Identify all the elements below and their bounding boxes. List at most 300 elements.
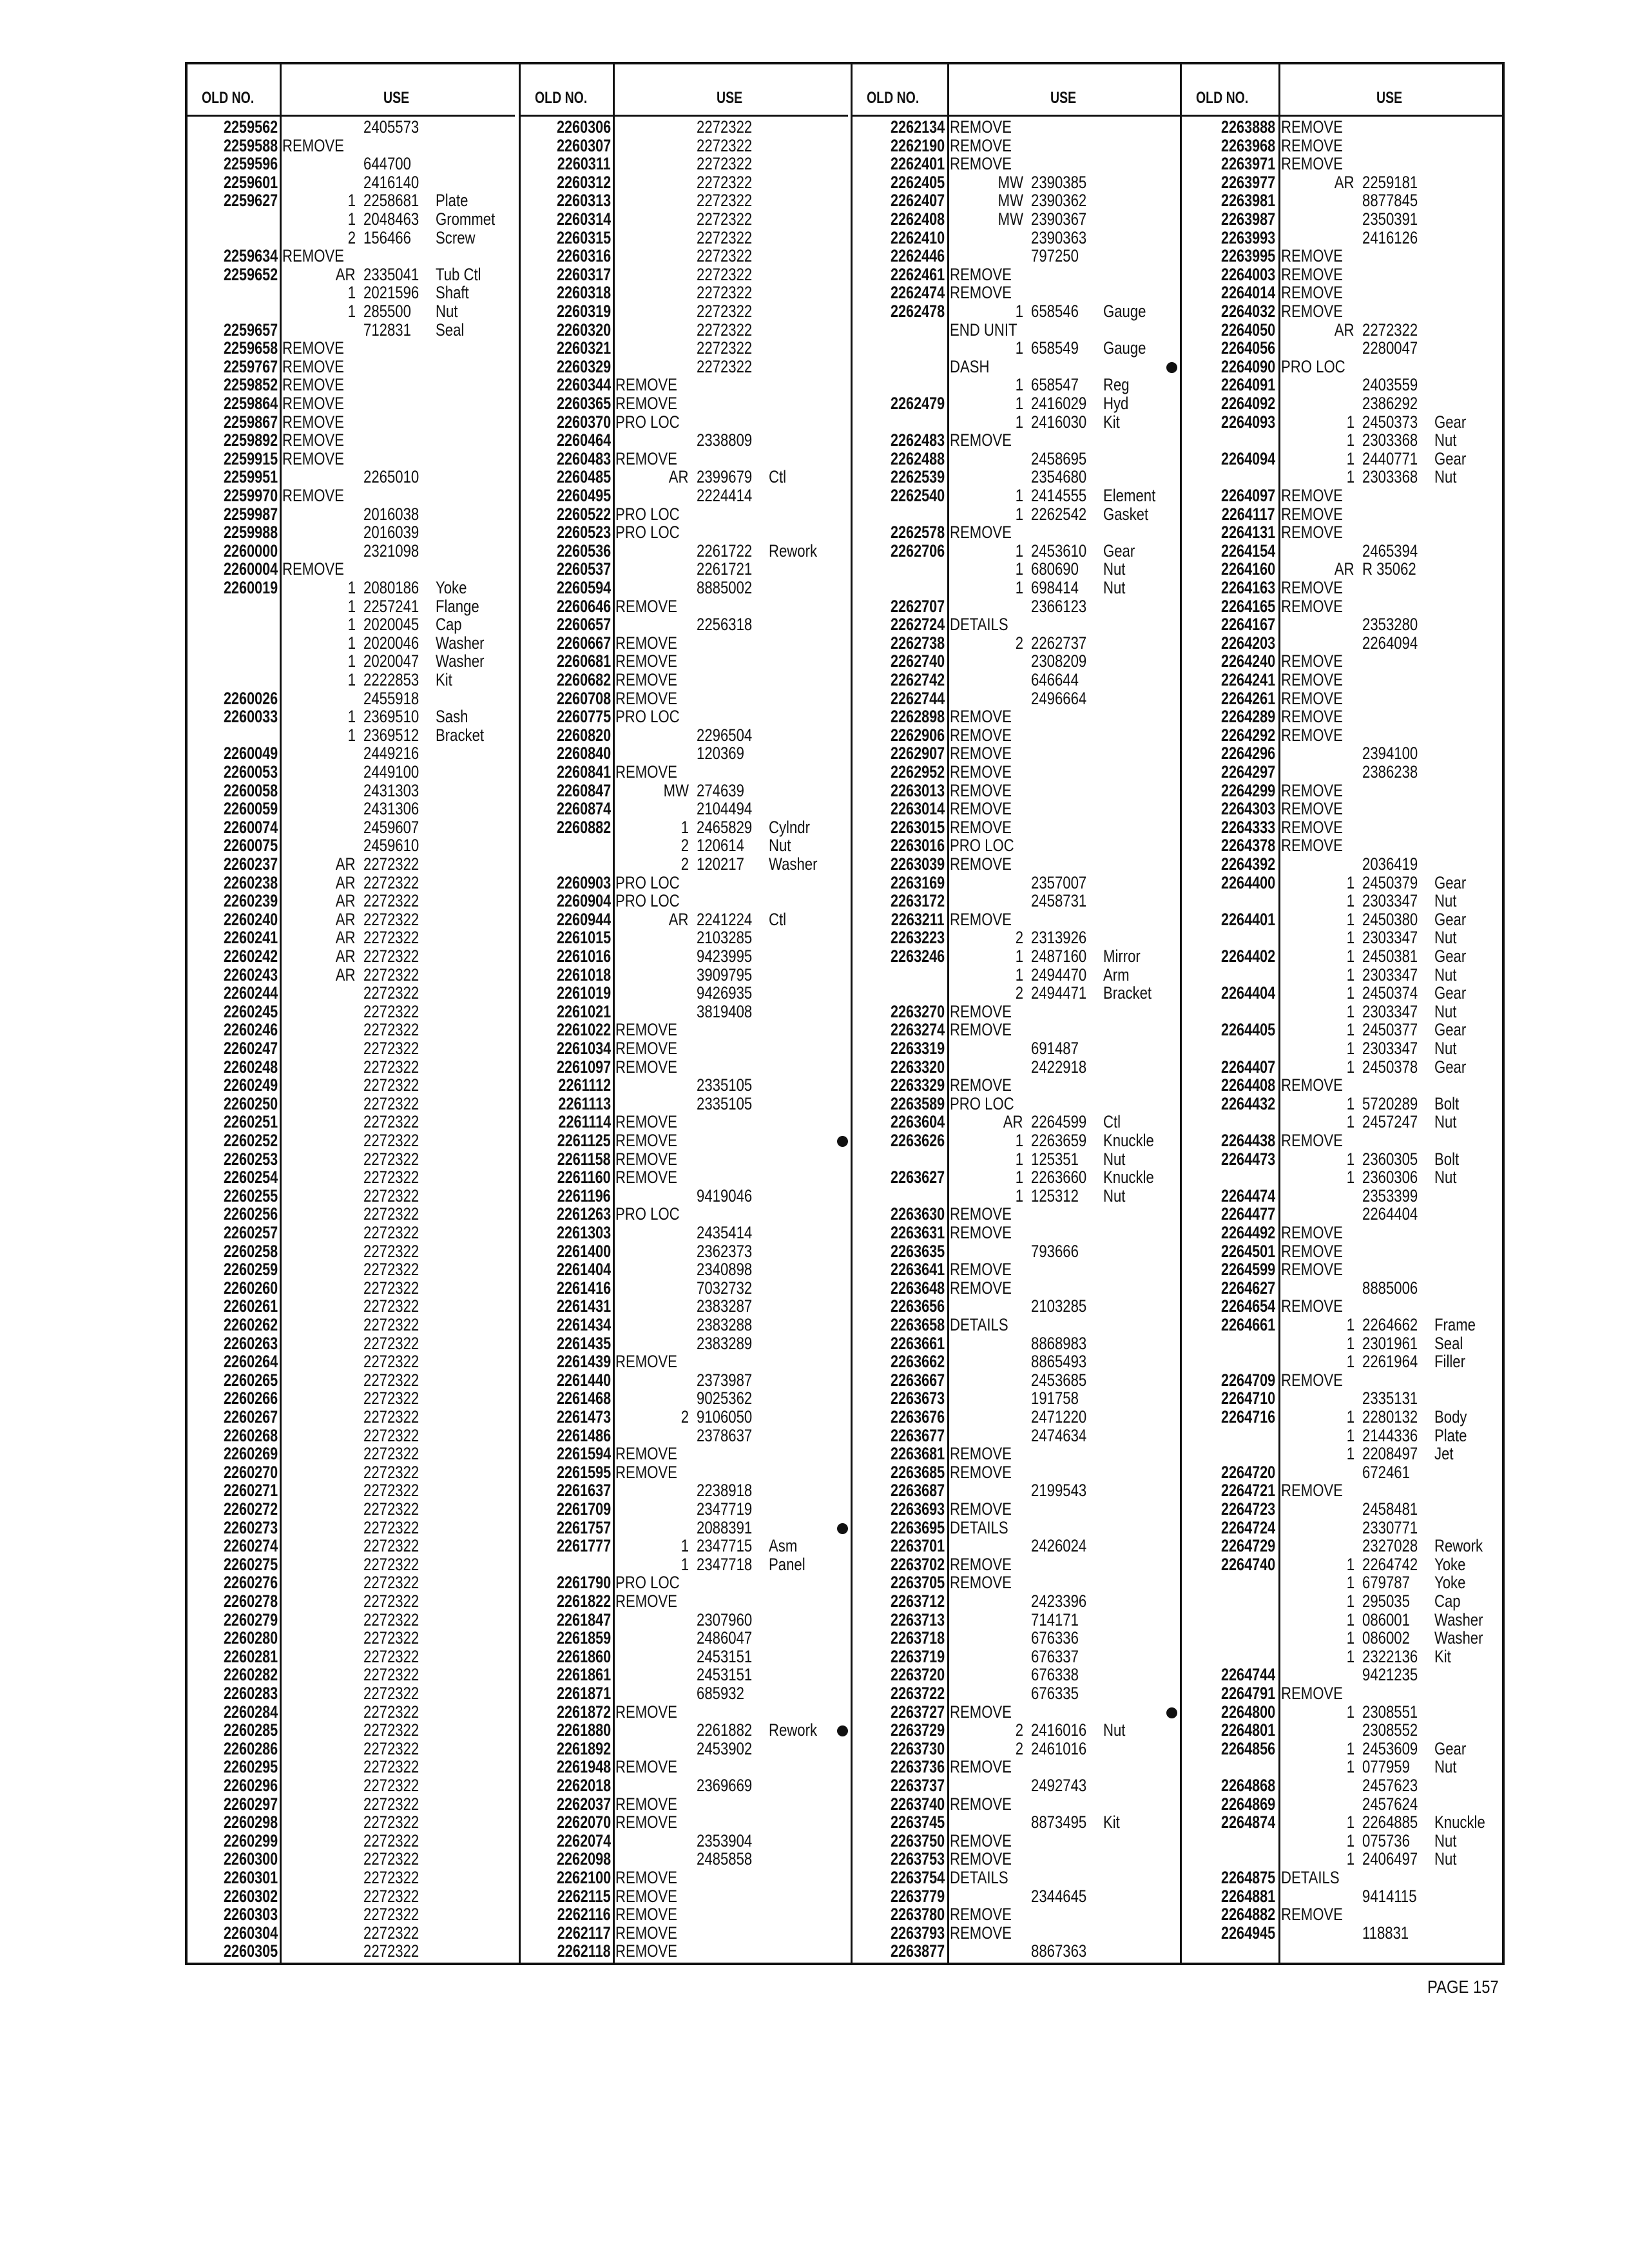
old-part-number: 2264405 bbox=[1220, 1020, 1275, 1040]
table-row bbox=[853, 1758, 1182, 1776]
old-part-number: 2264292 bbox=[1220, 725, 1275, 745]
parts-table bbox=[185, 62, 1505, 1965]
table-row bbox=[1182, 302, 1502, 321]
replacement-part-number: 2272322 bbox=[363, 1536, 419, 1556]
quantity: 1 bbox=[1346, 1149, 1354, 1169]
old-part-number: 2263627 bbox=[890, 1168, 945, 1187]
old-part-number: 2263968 bbox=[1220, 135, 1275, 155]
status-word: REMOVE bbox=[950, 762, 1012, 782]
old-part-number: 2263656 bbox=[890, 1296, 945, 1316]
old-part-number: 2260256 bbox=[223, 1204, 278, 1224]
old-part-number: 2260268 bbox=[223, 1425, 278, 1445]
table-row bbox=[188, 947, 515, 966]
replacement-part-number: 2272322 bbox=[363, 1812, 419, 1832]
status-word: REMOVE bbox=[282, 375, 344, 395]
old-part-number: 2261486 bbox=[556, 1425, 611, 1445]
replacement-part-number: 2360306 bbox=[1362, 1168, 1418, 1187]
status-word: PRO LOC bbox=[615, 707, 680, 727]
table-row bbox=[521, 1205, 848, 1224]
quantity: 1 bbox=[1346, 872, 1354, 892]
old-part-number: 2262190 bbox=[890, 135, 945, 155]
table-row bbox=[853, 707, 1182, 726]
table-row bbox=[188, 1076, 515, 1095]
old-part-number: 2263995 bbox=[1220, 246, 1275, 266]
quantity: AR bbox=[669, 467, 689, 487]
table-row bbox=[1182, 966, 1502, 985]
old-part-number: 2263676 bbox=[890, 1407, 945, 1427]
old-part-number: 2263685 bbox=[890, 1462, 945, 1482]
replacement-part-number: 2449100 bbox=[363, 762, 419, 782]
table-row bbox=[853, 1887, 1182, 1906]
replacement-part-number: 2338809 bbox=[697, 430, 753, 450]
table-row bbox=[188, 1131, 515, 1150]
part-description: Nut bbox=[1103, 1149, 1126, 1169]
replacement-part-number: 2144336 bbox=[1362, 1425, 1418, 1445]
table-row bbox=[1182, 486, 1502, 505]
table-row bbox=[853, 1463, 1182, 1482]
table-row bbox=[853, 800, 1182, 818]
replacement-part-number: 2390362 bbox=[1031, 191, 1087, 211]
replacement-part-number: 2272322 bbox=[363, 1407, 419, 1427]
table-row bbox=[188, 1205, 515, 1224]
table-row bbox=[853, 1279, 1182, 1298]
replacement-part-number: 2264404 bbox=[1362, 1204, 1418, 1224]
replacement-part-number: 2366123 bbox=[1031, 596, 1087, 616]
replacement-part-number: 2272322 bbox=[363, 1831, 419, 1850]
table-row bbox=[521, 892, 848, 910]
table-row bbox=[521, 1776, 848, 1795]
quantity: 1 bbox=[347, 670, 356, 689]
old-part-number: 2264599 bbox=[1220, 1260, 1275, 1280]
old-part-number: 2263971 bbox=[1220, 154, 1275, 174]
table-row bbox=[1182, 450, 1502, 468]
old-part-number: 2261125 bbox=[557, 1131, 611, 1150]
old-part-number: 2260464 bbox=[556, 430, 611, 450]
table-row bbox=[1182, 1905, 1502, 1924]
use-header: USE bbox=[1050, 89, 1077, 107]
replacement-part-number: 7032732 bbox=[697, 1278, 753, 1298]
old-part-number: 2260242 bbox=[223, 947, 278, 966]
old-part-number: 2263702 bbox=[890, 1554, 945, 1574]
status-word: REMOVE bbox=[950, 817, 1012, 837]
status-word: REMOVE bbox=[615, 1168, 677, 1187]
table-row bbox=[1182, 1684, 1502, 1703]
old-part-number: 2263877 bbox=[890, 1941, 945, 1961]
bullet-marker bbox=[837, 1136, 848, 1147]
replacement-part-number: 2272322 bbox=[363, 1444, 419, 1464]
old-part-number: 2261034 bbox=[556, 1039, 611, 1058]
old-part-number: 2259951 bbox=[223, 467, 278, 487]
part-description: Reg bbox=[1103, 375, 1130, 395]
table-row bbox=[1182, 763, 1502, 782]
old-part-number: 2263673 bbox=[890, 1389, 945, 1408]
table-row bbox=[1182, 689, 1502, 708]
table-row bbox=[521, 800, 848, 818]
old-part-number: 2262540 bbox=[890, 486, 945, 505]
replacement-part-number: 086002 bbox=[1362, 1628, 1410, 1648]
old-part-number: 2260252 bbox=[223, 1131, 278, 1150]
replacement-part-number: 2272322 bbox=[363, 1315, 419, 1334]
replacement-part-number: 2308209 bbox=[1031, 651, 1087, 671]
status-word: REMOVE bbox=[950, 1278, 1012, 1298]
old-part-number: 2263631 bbox=[890, 1223, 945, 1242]
table-row bbox=[521, 542, 848, 561]
replacement-part-number: 2353399 bbox=[1362, 1186, 1418, 1206]
old-part-number: 2260240 bbox=[223, 909, 278, 929]
status-word: REMOVE bbox=[615, 1868, 677, 1887]
old-part-number: 2264801 bbox=[1220, 1720, 1275, 1740]
quantity: 2 bbox=[1015, 1738, 1023, 1758]
table-row bbox=[188, 1703, 515, 1722]
status-word: REMOVE bbox=[282, 338, 344, 358]
old-part-number: 2260298 bbox=[223, 1812, 278, 1832]
old-part-number: 2262405 bbox=[890, 172, 945, 192]
table-row bbox=[1182, 210, 1502, 229]
old-part-number: 2259634 bbox=[223, 246, 278, 266]
old-part-number: 2263641 bbox=[890, 1260, 945, 1280]
replacement-part-number: 2261882 bbox=[697, 1720, 753, 1740]
old-part-number: 2263740 bbox=[890, 1794, 945, 1814]
table-row bbox=[521, 744, 848, 763]
old-part-number: 2260259 bbox=[223, 1260, 278, 1280]
replacement-part-number: 2272322 bbox=[697, 135, 753, 155]
old-part-number: 2264056 bbox=[1220, 338, 1275, 358]
table-row bbox=[1182, 1187, 1502, 1206]
quantity: AR bbox=[336, 264, 356, 284]
table-row bbox=[521, 191, 848, 210]
status-word: REMOVE bbox=[1281, 836, 1343, 856]
table-row bbox=[521, 1684, 848, 1703]
old-part-number: 2263604 bbox=[890, 1112, 945, 1132]
table-row bbox=[521, 1721, 848, 1740]
old-part-number: 2264092 bbox=[1220, 394, 1275, 413]
status-word: PRO LOC bbox=[615, 412, 680, 432]
table-row bbox=[521, 523, 848, 542]
old-part-number: 2263693 bbox=[890, 1499, 945, 1519]
old-part-number: 2264868 bbox=[1220, 1776, 1275, 1795]
table-row bbox=[521, 468, 848, 486]
replacement-part-number: 2386292 bbox=[1362, 394, 1418, 413]
old-part-number: 2260317 bbox=[556, 264, 611, 284]
old-part-number: 2263993 bbox=[1220, 227, 1275, 247]
replacement-part-number: 2020045 bbox=[363, 615, 419, 635]
table-row bbox=[188, 1776, 515, 1795]
table-row bbox=[521, 1519, 848, 1537]
status-word: REMOVE bbox=[950, 1499, 1012, 1519]
replacement-part-number: 2272322 bbox=[363, 1905, 419, 1925]
old-part-number: 2263667 bbox=[890, 1370, 945, 1390]
table-row bbox=[188, 634, 515, 653]
replacement-part-number: 2303347 bbox=[1362, 928, 1418, 948]
table-row bbox=[188, 1352, 515, 1371]
old-part-number: 2262408 bbox=[890, 209, 945, 229]
old-part-number: 2260302 bbox=[223, 1886, 278, 1906]
part-description: Bolt bbox=[1434, 1149, 1460, 1169]
table-row bbox=[188, 1389, 515, 1408]
replacement-part-number: 2335105 bbox=[697, 1075, 753, 1095]
old-part-number: 2262952 bbox=[890, 762, 945, 782]
replacement-part-number: 2344645 bbox=[1031, 1886, 1087, 1906]
replacement-part-number: 3819408 bbox=[697, 1001, 753, 1021]
replacement-part-number: 2458731 bbox=[1031, 891, 1087, 911]
table-row bbox=[1182, 726, 1502, 745]
table-row bbox=[521, 1389, 848, 1408]
table-row bbox=[521, 1408, 848, 1427]
status-word: REMOVE bbox=[615, 762, 677, 782]
part-description: Kit bbox=[1103, 412, 1120, 432]
replacement-part-number: 2347715 bbox=[697, 1536, 753, 1556]
status-word: REMOVE bbox=[950, 264, 1012, 284]
table-row bbox=[1182, 1758, 1502, 1776]
table-row bbox=[188, 966, 515, 985]
table-row bbox=[188, 1260, 515, 1279]
table-row bbox=[1182, 1611, 1502, 1629]
old-part-number: 2263729 bbox=[890, 1720, 945, 1740]
replacement-part-number: 2453151 bbox=[697, 1665, 753, 1685]
table-row bbox=[188, 1721, 515, 1740]
status-word: REMOVE bbox=[950, 1204, 1012, 1224]
table-row bbox=[521, 118, 848, 137]
old-part-number: 2263648 bbox=[890, 1278, 945, 1298]
replacement-part-number: 8885006 bbox=[1362, 1278, 1418, 1298]
table-row bbox=[1182, 1150, 1502, 1169]
quantity: 1 bbox=[1346, 1646, 1354, 1666]
old-part-number: 2260257 bbox=[223, 1223, 278, 1242]
table-row bbox=[1182, 1573, 1502, 1592]
status-word: REMOVE bbox=[615, 1702, 677, 1722]
replacement-part-number: 2457623 bbox=[1362, 1776, 1418, 1795]
table-row bbox=[521, 339, 848, 358]
part-description: Flange bbox=[436, 596, 479, 616]
table-row bbox=[521, 560, 848, 579]
part-description: Gauge bbox=[1103, 302, 1146, 321]
old-part-number: 2263705 bbox=[890, 1573, 945, 1593]
status-word: REMOVE bbox=[1281, 651, 1343, 671]
table-row bbox=[521, 1021, 848, 1039]
old-part-number: 2262539 bbox=[890, 467, 945, 487]
old-part-number: 2260296 bbox=[223, 1776, 278, 1795]
table-row bbox=[1182, 782, 1502, 800]
status-word: REMOVE bbox=[615, 1444, 677, 1464]
old-part-number: 2264090 bbox=[1220, 356, 1275, 376]
table-row bbox=[1182, 173, 1502, 192]
old-part-number: 2260485 bbox=[556, 467, 611, 487]
old-part-number: 2261790 bbox=[556, 1573, 611, 1593]
table-row bbox=[188, 1832, 515, 1850]
status-word: END UNIT bbox=[950, 320, 1017, 340]
old-part-number: 2259627 bbox=[223, 191, 278, 211]
old-part-number: 2263730 bbox=[890, 1738, 945, 1758]
replacement-part-number: 5720289 bbox=[1362, 1093, 1418, 1113]
status-word: REMOVE bbox=[615, 633, 677, 653]
old-part-number: 2262474 bbox=[890, 283, 945, 303]
part-description: Nut bbox=[1434, 1039, 1457, 1058]
table-row bbox=[521, 1371, 848, 1390]
replacement-part-number: 797250 bbox=[1031, 246, 1079, 266]
old-part-number: 2261114 bbox=[558, 1112, 611, 1132]
replacement-part-number: 2199543 bbox=[1031, 1481, 1087, 1501]
replacement-part-number: 075736 bbox=[1362, 1831, 1410, 1850]
part-description: Gear bbox=[1434, 1738, 1467, 1758]
status-word: REMOVE bbox=[1281, 670, 1343, 689]
table-row bbox=[188, 431, 515, 450]
replacement-part-number: 658549 bbox=[1031, 338, 1079, 358]
status-word: REMOVE bbox=[1281, 523, 1343, 543]
old-part-number: 2264869 bbox=[1220, 1794, 1275, 1814]
table-row bbox=[853, 265, 1182, 284]
old-part-number: 2259562 bbox=[223, 117, 278, 137]
part-description: Knuckle bbox=[1103, 1131, 1154, 1150]
old-part-number: 2263169 bbox=[890, 872, 945, 892]
table-row bbox=[188, 892, 515, 910]
table-row bbox=[521, 376, 848, 394]
replacement-part-number: 2327028 bbox=[1362, 1536, 1418, 1556]
old-part-number: 2262117 bbox=[557, 1923, 611, 1943]
quantity: AR bbox=[1335, 172, 1354, 192]
old-part-number: 2264165 bbox=[1220, 596, 1275, 616]
old-part-number: 2260278 bbox=[223, 1591, 278, 1611]
quantity: 1 bbox=[1346, 1702, 1354, 1722]
replacement-part-number: 2373987 bbox=[697, 1370, 753, 1390]
replacement-part-number: 2416030 bbox=[1031, 412, 1087, 432]
part-description: Gear bbox=[1434, 448, 1467, 468]
old-part-number: 2260260 bbox=[223, 1278, 278, 1298]
status-word: REMOVE bbox=[615, 670, 677, 689]
quantity: 1 bbox=[1346, 1757, 1354, 1777]
table-row bbox=[188, 1003, 515, 1021]
replacement-part-number: 2403559 bbox=[1362, 375, 1418, 395]
old-part-number: 2259915 bbox=[223, 448, 278, 468]
replacement-part-number: 2261721 bbox=[697, 559, 753, 579]
quantity: AR bbox=[669, 909, 689, 929]
replacement-part-number: 2272322 bbox=[363, 1720, 419, 1740]
table-row bbox=[853, 671, 1182, 689]
replacement-part-number: 2272322 bbox=[363, 1886, 419, 1906]
old-part-number: 2264627 bbox=[1220, 1278, 1275, 1298]
replacement-part-number: 2406497 bbox=[1362, 1849, 1418, 1869]
table-row bbox=[521, 1242, 848, 1261]
table-row bbox=[188, 1058, 515, 1077]
quantity: 1 bbox=[1015, 965, 1023, 985]
status-word: REMOVE bbox=[615, 651, 677, 671]
replacement-part-number: 2272322 bbox=[363, 1646, 419, 1666]
old-part-number: 2261872 bbox=[556, 1702, 611, 1722]
table-row bbox=[1182, 579, 1502, 597]
status-word: REMOVE bbox=[950, 283, 1012, 303]
quantity: 1 bbox=[680, 817, 689, 837]
part-description: Nut bbox=[1434, 891, 1457, 911]
table-row bbox=[1182, 1131, 1502, 1150]
table-row bbox=[521, 763, 848, 782]
old-part-number: 2263274 bbox=[890, 1020, 945, 1040]
status-word: REMOVE bbox=[950, 1905, 1012, 1925]
quantity: 1 bbox=[347, 209, 356, 229]
replacement-part-number: 658546 bbox=[1031, 302, 1079, 321]
old-part-number: 2263720 bbox=[890, 1665, 945, 1685]
old-part-number: 2263736 bbox=[890, 1757, 945, 1777]
part-description: Gear bbox=[1434, 1020, 1467, 1040]
replacement-part-number: 2272322 bbox=[363, 1204, 419, 1224]
replacement-part-number: 2378637 bbox=[697, 1425, 753, 1445]
table-row bbox=[521, 1334, 848, 1353]
status-word: REMOVE bbox=[950, 1001, 1012, 1021]
replacement-part-number: 2241224 bbox=[697, 909, 753, 929]
old-part-number: 2260282 bbox=[223, 1665, 278, 1685]
old-part-number: 2264709 bbox=[1220, 1370, 1275, 1390]
quantity: 1 bbox=[1346, 1093, 1354, 1113]
table-row bbox=[1182, 1297, 1502, 1316]
old-part-number: 2259864 bbox=[223, 394, 278, 413]
table-row bbox=[188, 1187, 515, 1206]
table-row bbox=[188, 1924, 515, 1943]
table-row bbox=[853, 1740, 1182, 1758]
old-part-number: 2264477 bbox=[1220, 1204, 1275, 1224]
status-word: REMOVE bbox=[282, 246, 344, 266]
old-part-number: 2264407 bbox=[1220, 1057, 1275, 1077]
part-description: Seal bbox=[436, 320, 465, 340]
table-row bbox=[853, 966, 1182, 985]
table-row bbox=[1182, 468, 1502, 486]
old-part-number: 2262098 bbox=[556, 1849, 611, 1869]
table-row bbox=[1182, 1813, 1502, 1832]
old-part-number: 2264882 bbox=[1220, 1905, 1275, 1925]
part-description: Knuckle bbox=[1434, 1812, 1485, 1832]
replacement-part-number: 2453151 bbox=[697, 1646, 753, 1666]
old-part-number: 2263658 bbox=[890, 1315, 945, 1334]
table-row bbox=[853, 137, 1182, 155]
replacement-part-number: 156466 bbox=[363, 227, 411, 247]
replacement-part-number: 2264742 bbox=[1362, 1554, 1418, 1574]
replacement-part-number: 120369 bbox=[697, 744, 744, 764]
table-row bbox=[853, 1187, 1182, 1206]
old-part-number: 2260262 bbox=[223, 1315, 278, 1334]
table-row bbox=[188, 928, 515, 947]
status-word: DETAILS bbox=[950, 1315, 1008, 1334]
status-word: REMOVE bbox=[1281, 1481, 1343, 1501]
table-row bbox=[1182, 1519, 1502, 1537]
table-row bbox=[853, 1850, 1182, 1869]
table-row bbox=[188, 707, 515, 726]
old-part-number: 2260370 bbox=[556, 412, 611, 432]
replacement-part-number: 2335041 bbox=[363, 264, 419, 284]
replacement-part-number: 2016038 bbox=[363, 504, 419, 524]
replacement-part-number: 691487 bbox=[1031, 1039, 1079, 1058]
old-part-number: 2260271 bbox=[223, 1481, 278, 1501]
status-word: PRO LOC bbox=[615, 1573, 680, 1593]
old-part-number: 2261777 bbox=[556, 1536, 611, 1556]
table-row bbox=[188, 1869, 515, 1887]
quantity: MW bbox=[998, 191, 1023, 211]
status-word: REMOVE bbox=[615, 1020, 677, 1040]
table-row bbox=[188, 210, 515, 229]
old-part-number: 2261709 bbox=[556, 1499, 611, 1519]
table-row bbox=[853, 1905, 1182, 1924]
table-row bbox=[521, 1463, 848, 1482]
table-row bbox=[188, 818, 515, 837]
part-description: Bracket bbox=[436, 725, 485, 745]
table-row bbox=[521, 1058, 848, 1077]
table-row bbox=[521, 431, 848, 450]
use-header: USE bbox=[716, 89, 742, 107]
old-no-header: OLD NO. bbox=[867, 89, 920, 107]
table-row bbox=[188, 744, 515, 763]
table-row bbox=[1182, 247, 1502, 265]
table-row bbox=[853, 1555, 1182, 1574]
part-description: Tub Ctl bbox=[436, 264, 481, 284]
old-part-number: 2264432 bbox=[1220, 1093, 1275, 1113]
table-row bbox=[1182, 671, 1502, 689]
table-row bbox=[188, 560, 515, 579]
